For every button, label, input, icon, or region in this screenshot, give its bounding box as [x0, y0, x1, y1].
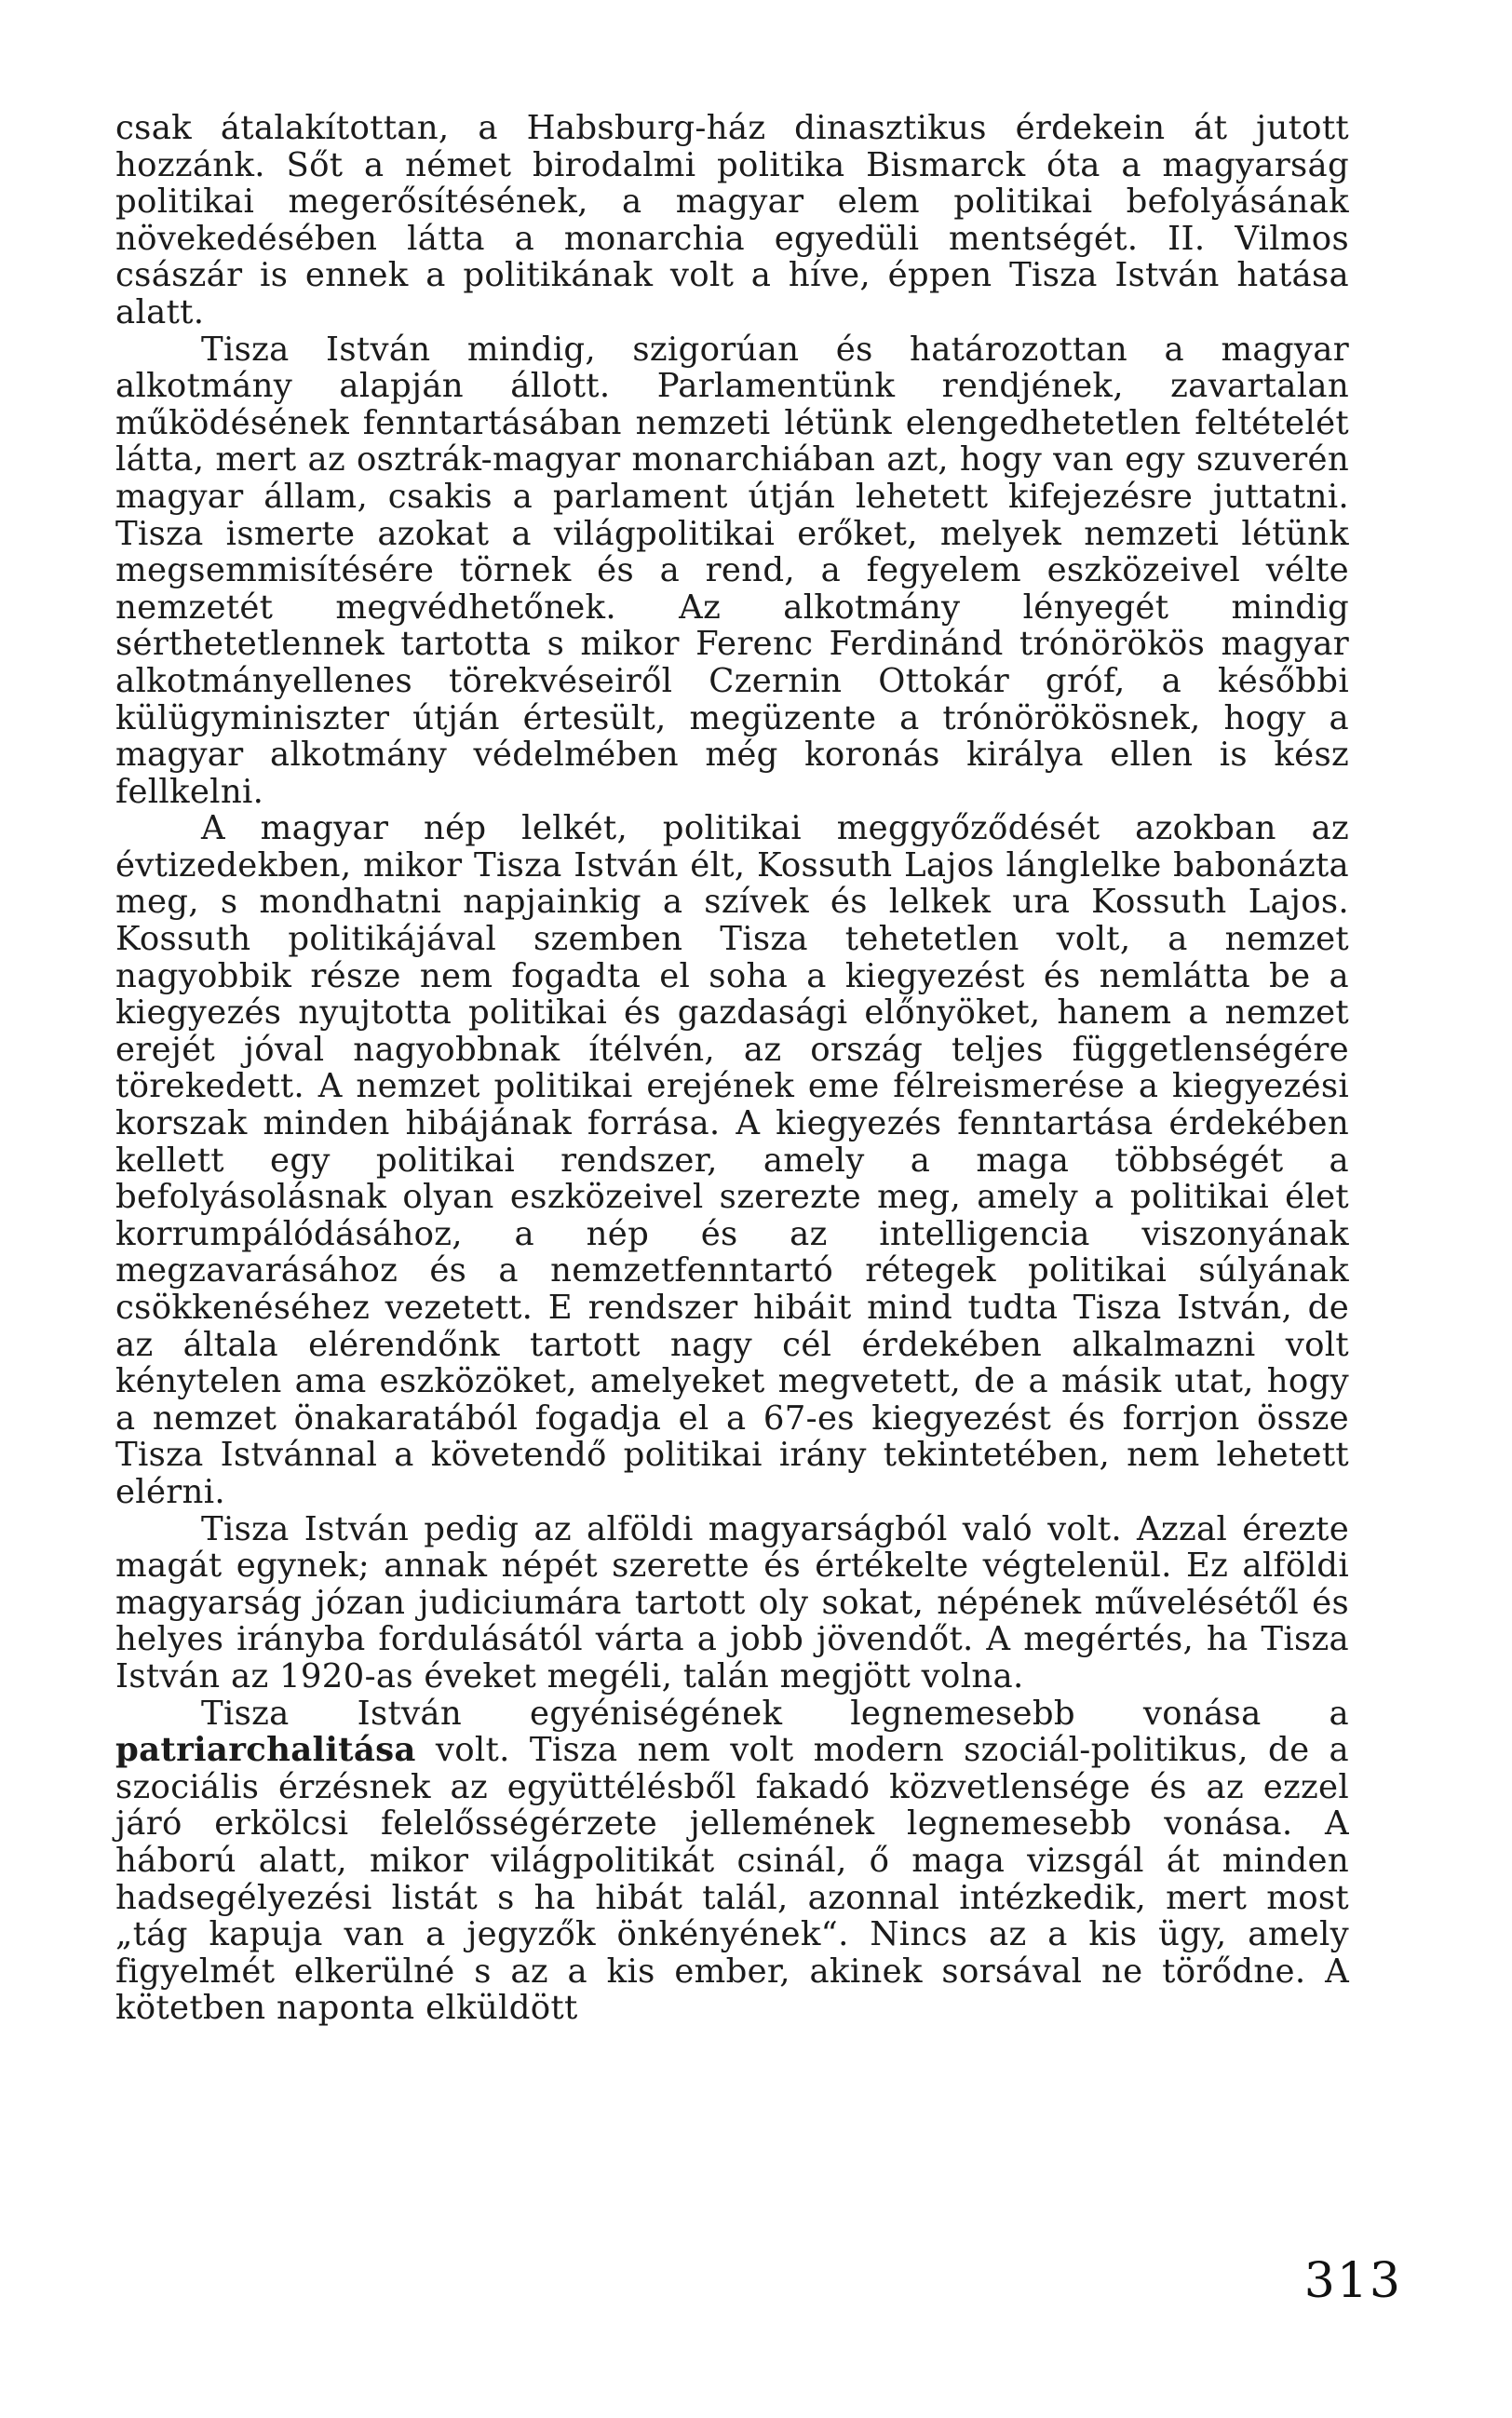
paragraph-5-start: Tisza István egyéniségének legnemesebb vonása a	[201, 1694, 1349, 1733]
paragraph-2: Tisza István mindig, szigorúan és határozottan a magyar alkotmány alapján állott. Parlamentünk rendjének, zavartalan működésének fenntartásában nemzeti létünk elengedhetetlen feltételét látta, mert az osztrák-magyar monarchiában azt, hogy van egy szuverén magyar állam, csakis a parlament útján lehetett kifejezésre juttatni. Tisza ismerte azokat a világpolitikai erőket, melyek nemzeti létünk megsemmisítésére törnek és a rend, a fegyelem eszközeivel vélte nemzetét megvédhetőnek. Az alkotmány lényegét mindig sérthetetlennek tartotta s mikor Ferenc Ferdinánd trónörökös magyar alkotmányellenes törekvéseiről Czernin Ottokár gróf, a későbbi külügyminiszter útján értesült, megüzente a trónörökösnek, hogy a magyar alkotmány védelmében még koronás királya ellen is kész fellkelni.	[115, 330, 1349, 811]
paragraph-5	[115, 1695, 1349, 2027]
paragraph-4: Tisza István pedig az alföldi magyarságból való volt. Azzal érezte magát egynek; annak népét szerette és értékelte végtelenül. Ez alföldi magyarság józan judiciumára tartott oly sokat, népének művelésétől és helyes irányba fordulásától várta a jobb jövendőt. A megértés, ha Tisza István az 1920-as éveket megéli, talán megjött volna.	[115, 1509, 1349, 1695]
body-text	[115, 110, 1349, 2027]
paragraph-3: A magyar nép lelkét, politikai meggyőződését azokban az évtizedekben, mikor Tisza István élt, Kossuth Lajos lánglelke babonázta meg, s mondhatni napjainkig a szívek és lelkek ura Kossuth Lajos. Kossuth politikájával szemben Tisza tehetetlen volt, a nemzet nagyobbik része nem fogadta el soha a kiegyezést és nemlátta be a kiegyezés nyujtotta politikai és gazdasági előnyöket, hanem a nemzet erejét jóval nagyobbnak ítélvén, az ország teljes függetlenségére törekedett. A nemzet politikai erejének eme félreismerése a kiegyezési korszak minden hibájának forrása. A kiegyezés fenntartása érdekében kellett egy politikai rendszer, amely a maga többségét a befolyásolásnak olyan eszközeivel szerezte meg, amely a politikai élet korrumpálódásához, a nép és az intelligencia viszonyának megzavarásához és a nemzetfenntartó rétegek politikai súlyának csökkenéséhez vezetett. E rendszer hibáit mind tudta Tisza István, de az általa elérendőnk tartott nagy cél érdekében alkalmazni volt kénytelen ama eszközöket, amelyeket megvetett, de a másik utat, hogy a nemzet önakaratából fogadja el a 67-es kiegyezést és forrjon össze Tisza Istvánnal a követendő politikai irány tekintetében, nem lehetett elérni.	[115, 809, 1349, 1511]
paragraph-5-end: volt. Tisza nem volt modern szociál-politikus, de a szociális érzésnek az együttélésből fakadó közvetlensége és az ezzel járó erkölcsi felelősségérzete jellemének legnemesebb vonása. A háború alatt, mikor világpolitikát csinál, ő maga vizsgál át minden hadsegélyezési listát s ha hibát talál, azonnal intézkedik, mert most „tág kapuja van a jegyzők önkényének“. Nincs az a kis ügy, amely figyelmét elkerülné s az a kis ember, akinek sorsával ne törődne. A kötetben naponta elküldött	[115, 1731, 1349, 2028]
page-number: 313	[1303, 2253, 1402, 2309]
bold-term-patriarchalitasa: patriarchalitása	[115, 1731, 416, 1770]
paragraph-1: csak átalakítottan, a Habsburg-ház dinasztikus érdekein át jutott hozzánk. Sőt a német birodalmi politika Bismarck óta a magyarság politikai megerősítésének, a magyar elem politikai befolyásának növekedésében látta a monarchia egyedüli mentségét. II. Vilmos császár is ennek a politikának volt a híve, éppen Tisza István hatása alatt.	[115, 109, 1349, 331]
